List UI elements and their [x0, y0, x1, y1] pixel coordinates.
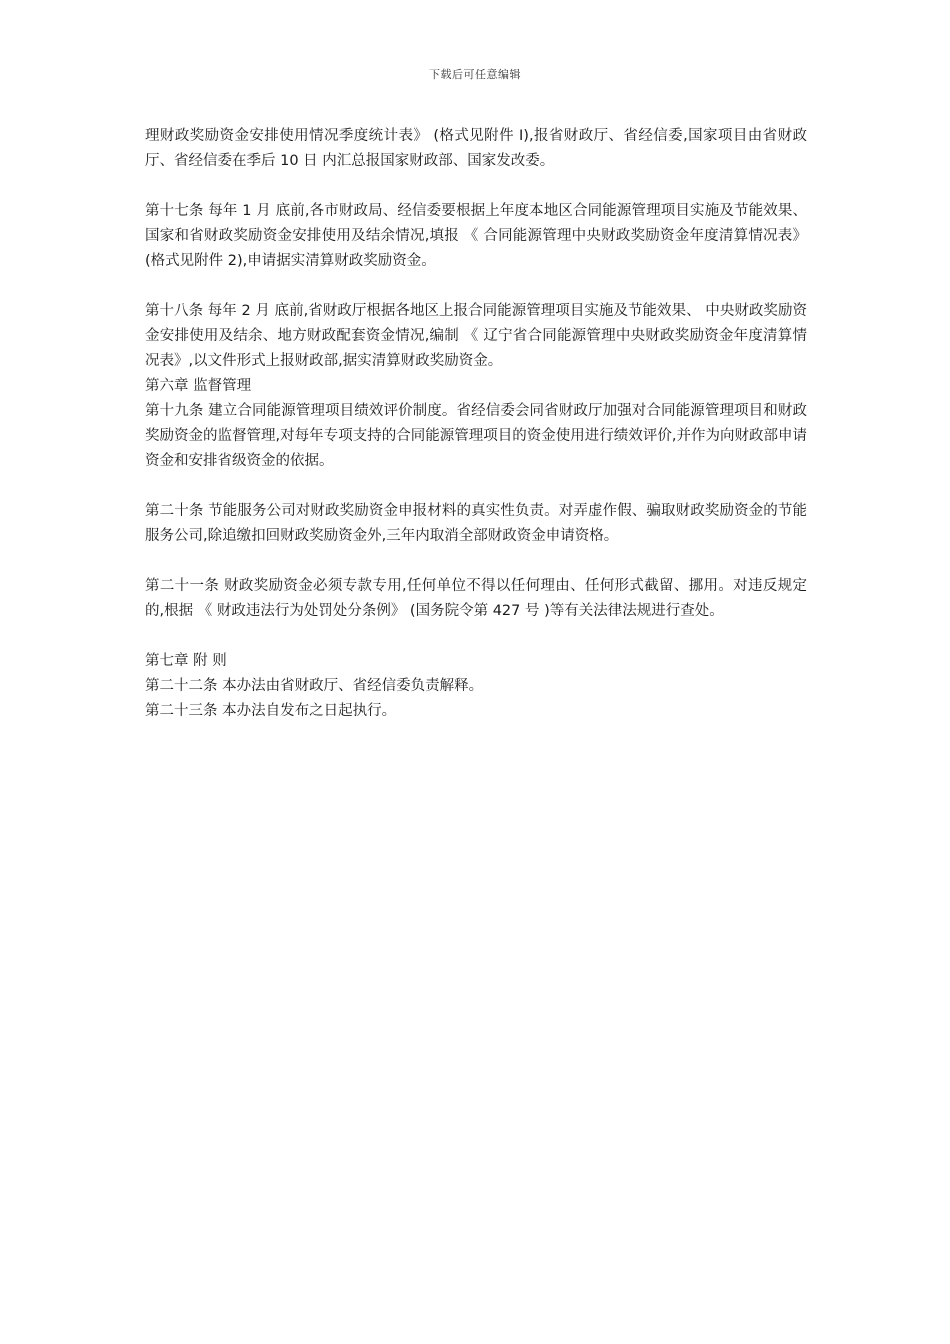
chapter-7-heading: 第七章 附 则	[145, 653, 227, 669]
paragraph-gap	[145, 624, 807, 649]
page-header: 下载后可任意编辑	[429, 68, 521, 81]
article-22: 第二十二条 本办法由省财政厅、省经信委负责解释。	[145, 678, 484, 694]
paragraph-gap	[145, 474, 807, 499]
article-19: 第十九条 建立合同能源管理项目绩效评价制度。省经信委会同省财政厅加强对合同能源管理项目和财政奖励资金的监督管理,对每年专项支持的合同能源管理项目的资金使用进行绩效评价,并作为向财政部申请资金和安排省级资金的依据。	[145, 403, 807, 469]
paragraph-gap	[145, 274, 807, 299]
article-18: 第十八条 每年 2 月 底前,省财政厅根据各地区上报合同能源管理项目实施及节能效果、 中央财政奖励资金安排使用及结余、地方财政配套资金情况,编制 《 辽宁省合同能源管理中央财政奖励资金年度清算情况表》,以文件形式上报财政部,据实清算财政奖励资金。	[145, 303, 807, 369]
article-20: 第二十条 节能服务公司对财政奖励资金申报材料的真实性负责。对弄虚作假、骗取财政奖励资金的节能服务公司,除追缴扣回财政奖励资金外,三年内取消全部财政资金申请资格。	[145, 503, 807, 544]
article-23: 第二十三条 本办法自发布之日起执行。	[145, 703, 397, 719]
paragraph-continued-statistics: 理财政奖励资金安排使用情况季度统计表》 (格式见附件 I),报省财政厅、省经信委,国家项目由省财政厅、省经信委在季后 10 日 内汇总报国家财政部、国家发改委。	[145, 128, 807, 169]
paragraph-gap	[145, 549, 807, 574]
article-17: 第十七条 每年 1 月 底前,各市财政局、经信委要根据上年度本地区合同能源管理项目实施及节能效果、国家和省财政奖励资金安排使用及结余情况,填报 《 合同能源管理中央财政奖励资金年度清算情况表》 (格式见附件 2),申请据实清算财政奖励资金。	[145, 203, 807, 269]
paragraph-gap	[145, 174, 807, 199]
article-21: 第二十一条 财政奖励资金必须专款专用,任何单位不得以任何理由、任何形式截留、挪用。对违反规定的,根据 《 财政违法行为处罚处分条例》 (国务院令第 427 号 )等有关法律法规进行查处。	[145, 578, 807, 619]
chapter-6-heading: 第六章 监督管理	[145, 378, 252, 394]
document-body	[145, 124, 807, 724]
